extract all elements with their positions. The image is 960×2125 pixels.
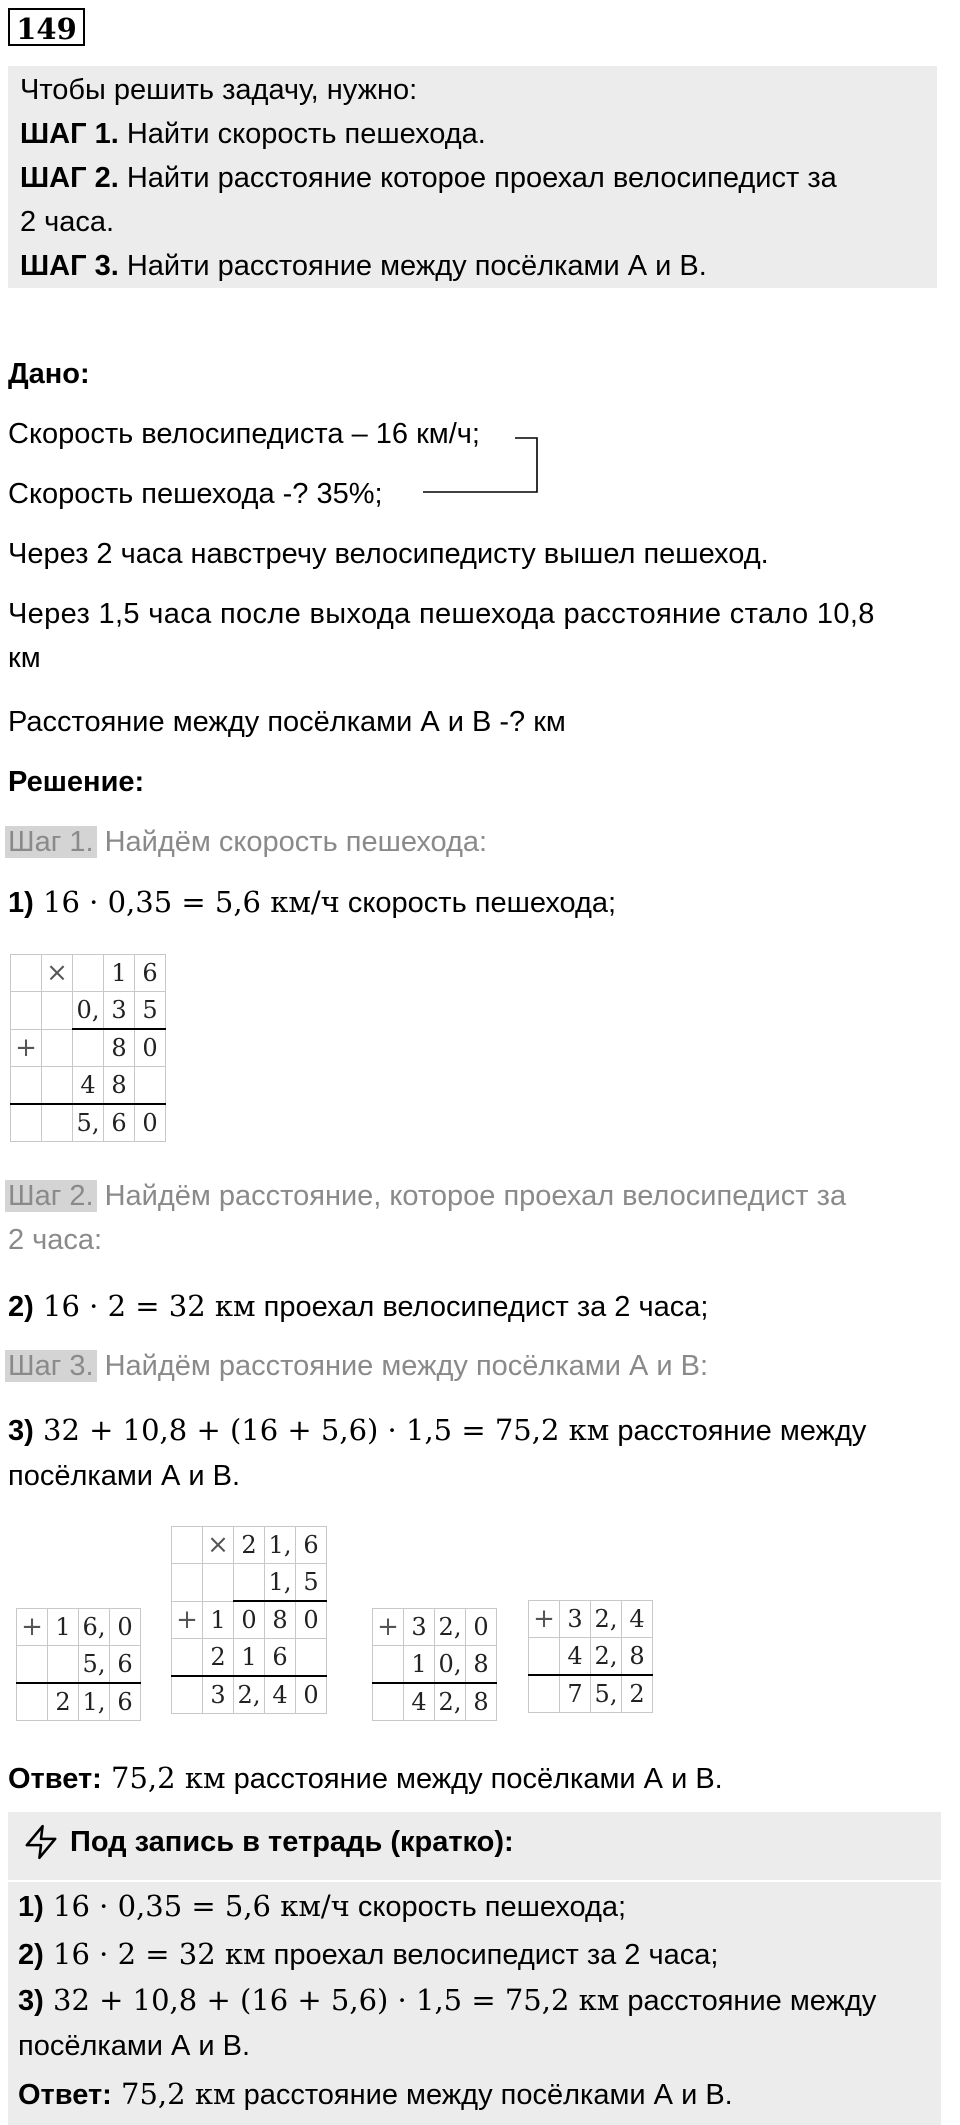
notebook-divider [8,1880,941,1882]
calc-cell: + [11,1029,42,1067]
calc-cell: 0 [234,1601,265,1639]
plan-step-text: Найти скорость пешехода. [118,118,486,150]
notebook-equation-2 [18,1934,718,1975]
addition-32-108 [372,1608,497,1721]
calc-cell: 1 [203,1601,234,1639]
calc-cell: × [203,1527,234,1564]
notebook-equation-1 [18,1886,626,1927]
step-1-title [8,822,487,862]
calc-cell: 6 [265,1639,296,1677]
equation-text: проехал велосипедист за 2 часа; [255,1291,709,1323]
given-line: Скорость пешехода -? 35%; [8,478,383,510]
calc-cell: 4 [560,1638,591,1676]
calc-cell: 0 [135,1104,166,1142]
calc-cell: 5, [73,1104,104,1142]
step-3-title [8,1346,708,1386]
plan-step-text: Найти расстояние между посёлками А и В. [118,250,707,282]
equation-math: 16 · 0,35 = 5,6 км/ч [33,885,340,919]
calc-cell: 3 [404,1609,435,1646]
given-line: Скорость велосипедиста – 16 км/ч; [8,418,480,450]
notebook-equation-3-cont: посёлками А и В. [18,2030,251,2062]
calc-cell: 8 [466,1646,497,1684]
addition-324-428 [528,1600,653,1713]
calc-cell [17,1683,48,1721]
calc-cell: 3 [203,1676,234,1714]
solution-heading [8,762,144,802]
calc-cell [234,1564,265,1602]
calc-cell [203,1564,234,1602]
calc-cell: 6 [110,1683,141,1721]
calc-cell: 6 [110,1646,141,1684]
calc-cell: 8 [466,1683,497,1721]
calc-cell: 2, [435,1683,466,1721]
calc-cell: 7 [560,1675,591,1713]
equation-number: 2) [8,1291,34,1323]
answer-text: расстояние между посёлками А и В. [225,1763,723,1795]
answer [8,1758,723,1799]
solution-heading-text: Решение: [8,766,145,798]
plan-step-2-cont: 2 часа. [20,206,115,238]
calc-cell: 5, [591,1675,622,1713]
given-line: Через 2 часа навстречу велосипедисту вышел пешеход. [8,538,769,570]
answer-label: Ответ: [18,2079,112,2111]
step-2-title [8,1176,846,1216]
step-text: Найдём скорость пешехода: [96,826,488,858]
calc-cell: 8 [104,1067,135,1105]
equation-math: 16 · 2 = 32 км [33,1289,256,1323]
calc-cell: 6 [296,1527,327,1564]
plan-step-label: ШАГ 3. [20,250,119,282]
answer-label: Ответ: [8,1763,102,1795]
calc-cell [11,955,42,992]
calc-cell [11,1067,42,1105]
calc-cell: 5, [79,1646,110,1684]
calc-cell: 4 [622,1601,653,1638]
notebook-answer [18,2074,733,2115]
calc-cell: 2 [234,1527,265,1564]
calc-cell [17,1646,48,1684]
calc-cell: 1 [104,955,135,992]
calc-cell [172,1564,203,1602]
equation-math: 16 · 0,35 = 5,6 км/ч [43,1889,350,1923]
answer-text: расстояние между посёлками А и В. [235,2079,733,2111]
step-label: Шаг 2. [5,1180,97,1212]
calc-cell: 6 [135,955,166,992]
plan-intro: Чтобы решить задачу, нужно: [20,74,418,106]
calc-cell: 5 [135,992,166,1030]
calc-cell: 2 [203,1639,234,1677]
notebook-equation-3 [18,1980,876,2021]
equation-3 [8,1410,866,1451]
equation-text: скорость пешехода; [339,887,617,919]
calc-cell: 2, [591,1601,622,1638]
calc-cell: 8 [104,1029,135,1067]
task-number: 149 [8,8,85,46]
calc-cell [529,1675,560,1713]
equation-number: 1) [18,1891,44,1923]
calc-cell: + [17,1609,48,1646]
calc-cell: 1 [404,1646,435,1684]
calc-cell: 6 [104,1104,135,1142]
calc-cell: 2 [48,1683,79,1721]
calc-cell: 2, [591,1638,622,1676]
calc-cell [73,955,104,992]
calc-cell: × [42,955,73,992]
calc-cell [11,992,42,1030]
equation-text: скорость пешехода; [349,1891,627,1923]
calc-cell: 3 [104,992,135,1030]
given-heading-text: Дано: [8,358,90,390]
calc-cell [296,1639,327,1677]
given-line: км [8,642,41,674]
calc-cell [373,1683,404,1721]
equation-text: проехал велосипедист за 2 часа; [265,1939,719,1971]
multiplication-16x035 [10,954,166,1142]
equation-2 [8,1286,708,1327]
lightning-icon [22,1822,60,1862]
plan-step-1 [20,114,486,154]
calc-cell: 0 [135,1029,166,1067]
given-line: Через 1,5 часа после выхода пешехода расстояние стало 10,8 [8,598,875,630]
calc-cell [135,1067,166,1105]
equation-math: 32 + 10,8 + (16 + 5,6) · 1,5 = 75,2 км [43,1983,620,2017]
calc-cell: 1, [265,1527,296,1564]
calc-cell [529,1638,560,1676]
notebook-title [70,1822,514,1862]
calc-cell [48,1646,79,1684]
calc-cell: 0, [73,992,104,1030]
calc-cell: 0 [466,1609,497,1646]
notebook-title-text: Под запись в тетрадь (кратко): [70,1826,514,1858]
addition-16-56 [16,1608,141,1721]
plan-step-text: Найти расстояние которое проехал велосипедист за [118,162,837,194]
calc-cell: 6, [79,1609,110,1646]
calc-cell [172,1639,203,1677]
calc-cell: 5 [296,1564,327,1602]
calc-cell: + [172,1601,203,1639]
step-label: Шаг 3. [5,1350,97,1382]
plan-step-label: ШАГ 2. [20,162,119,194]
calc-cell: 1, [265,1564,296,1602]
equation-number: 2) [18,1939,44,1971]
equation-number: 3) [18,1985,44,2017]
calc-cell: 0 [296,1676,327,1714]
equation-1 [8,882,616,923]
equation-number: 3) [8,1415,34,1447]
calc-cell: 4 [265,1676,296,1714]
calc-cell: 1, [79,1683,110,1721]
given-line: Расстояние между посёлками А и В -? км [8,706,566,738]
step-text: Найдём расстояние между посёлками А и В: [96,1350,709,1382]
calc-cell [42,992,73,1030]
calc-cell [11,1104,42,1142]
equation-number: 1) [8,887,34,919]
multiplication-216x15 [171,1526,327,1714]
calc-cell: 0 [110,1609,141,1646]
calc-cell: 8 [622,1638,653,1676]
calc-cell: 0 [296,1601,327,1639]
calc-cell: 3 [560,1601,591,1638]
equation-text: расстояние между [609,1415,867,1447]
calc-cell [42,1067,73,1105]
calc-cell [42,1104,73,1142]
bracket-connector [420,430,540,500]
step-2-title-cont: 2 часа: [8,1224,103,1256]
calc-cell: 4 [73,1067,104,1105]
equation-math: 16 · 2 = 32 км [43,1937,266,1971]
calc-cell: 4 [404,1683,435,1721]
calc-cell [172,1676,203,1714]
calc-cell: 1 [234,1639,265,1677]
calc-cell: + [529,1601,560,1638]
plan-step-label: ШАГ 1. [20,118,119,150]
step-label: Шаг 1. [5,826,97,858]
given-heading [8,354,90,394]
calc-cell [42,1029,73,1067]
answer-math: 75,2 км [101,1761,226,1795]
calc-cell: 1 [48,1609,79,1646]
plan-step-3 [20,246,707,286]
plan-step-2 [20,158,837,198]
calc-cell [373,1646,404,1684]
calc-cell: + [373,1609,404,1646]
equation-3-cont: посёлками А и В. [8,1460,241,1492]
step-text: Найдём расстояние, которое проехал велосипедист за [96,1180,847,1212]
calc-cell: 2, [435,1609,466,1646]
calc-cell [73,1029,104,1067]
calc-cell: 8 [265,1601,296,1639]
equation-text: расстояние между [619,1985,877,2017]
calc-cell: 2, [234,1676,265,1714]
calc-cell: 0, [435,1646,466,1684]
equation-math: 32 + 10,8 + (16 + 5,6) · 1,5 = 75,2 км [33,1413,610,1447]
calc-cell: 2 [622,1675,653,1713]
answer-math: 75,2 км [111,2077,236,2111]
calc-cell [172,1527,203,1564]
